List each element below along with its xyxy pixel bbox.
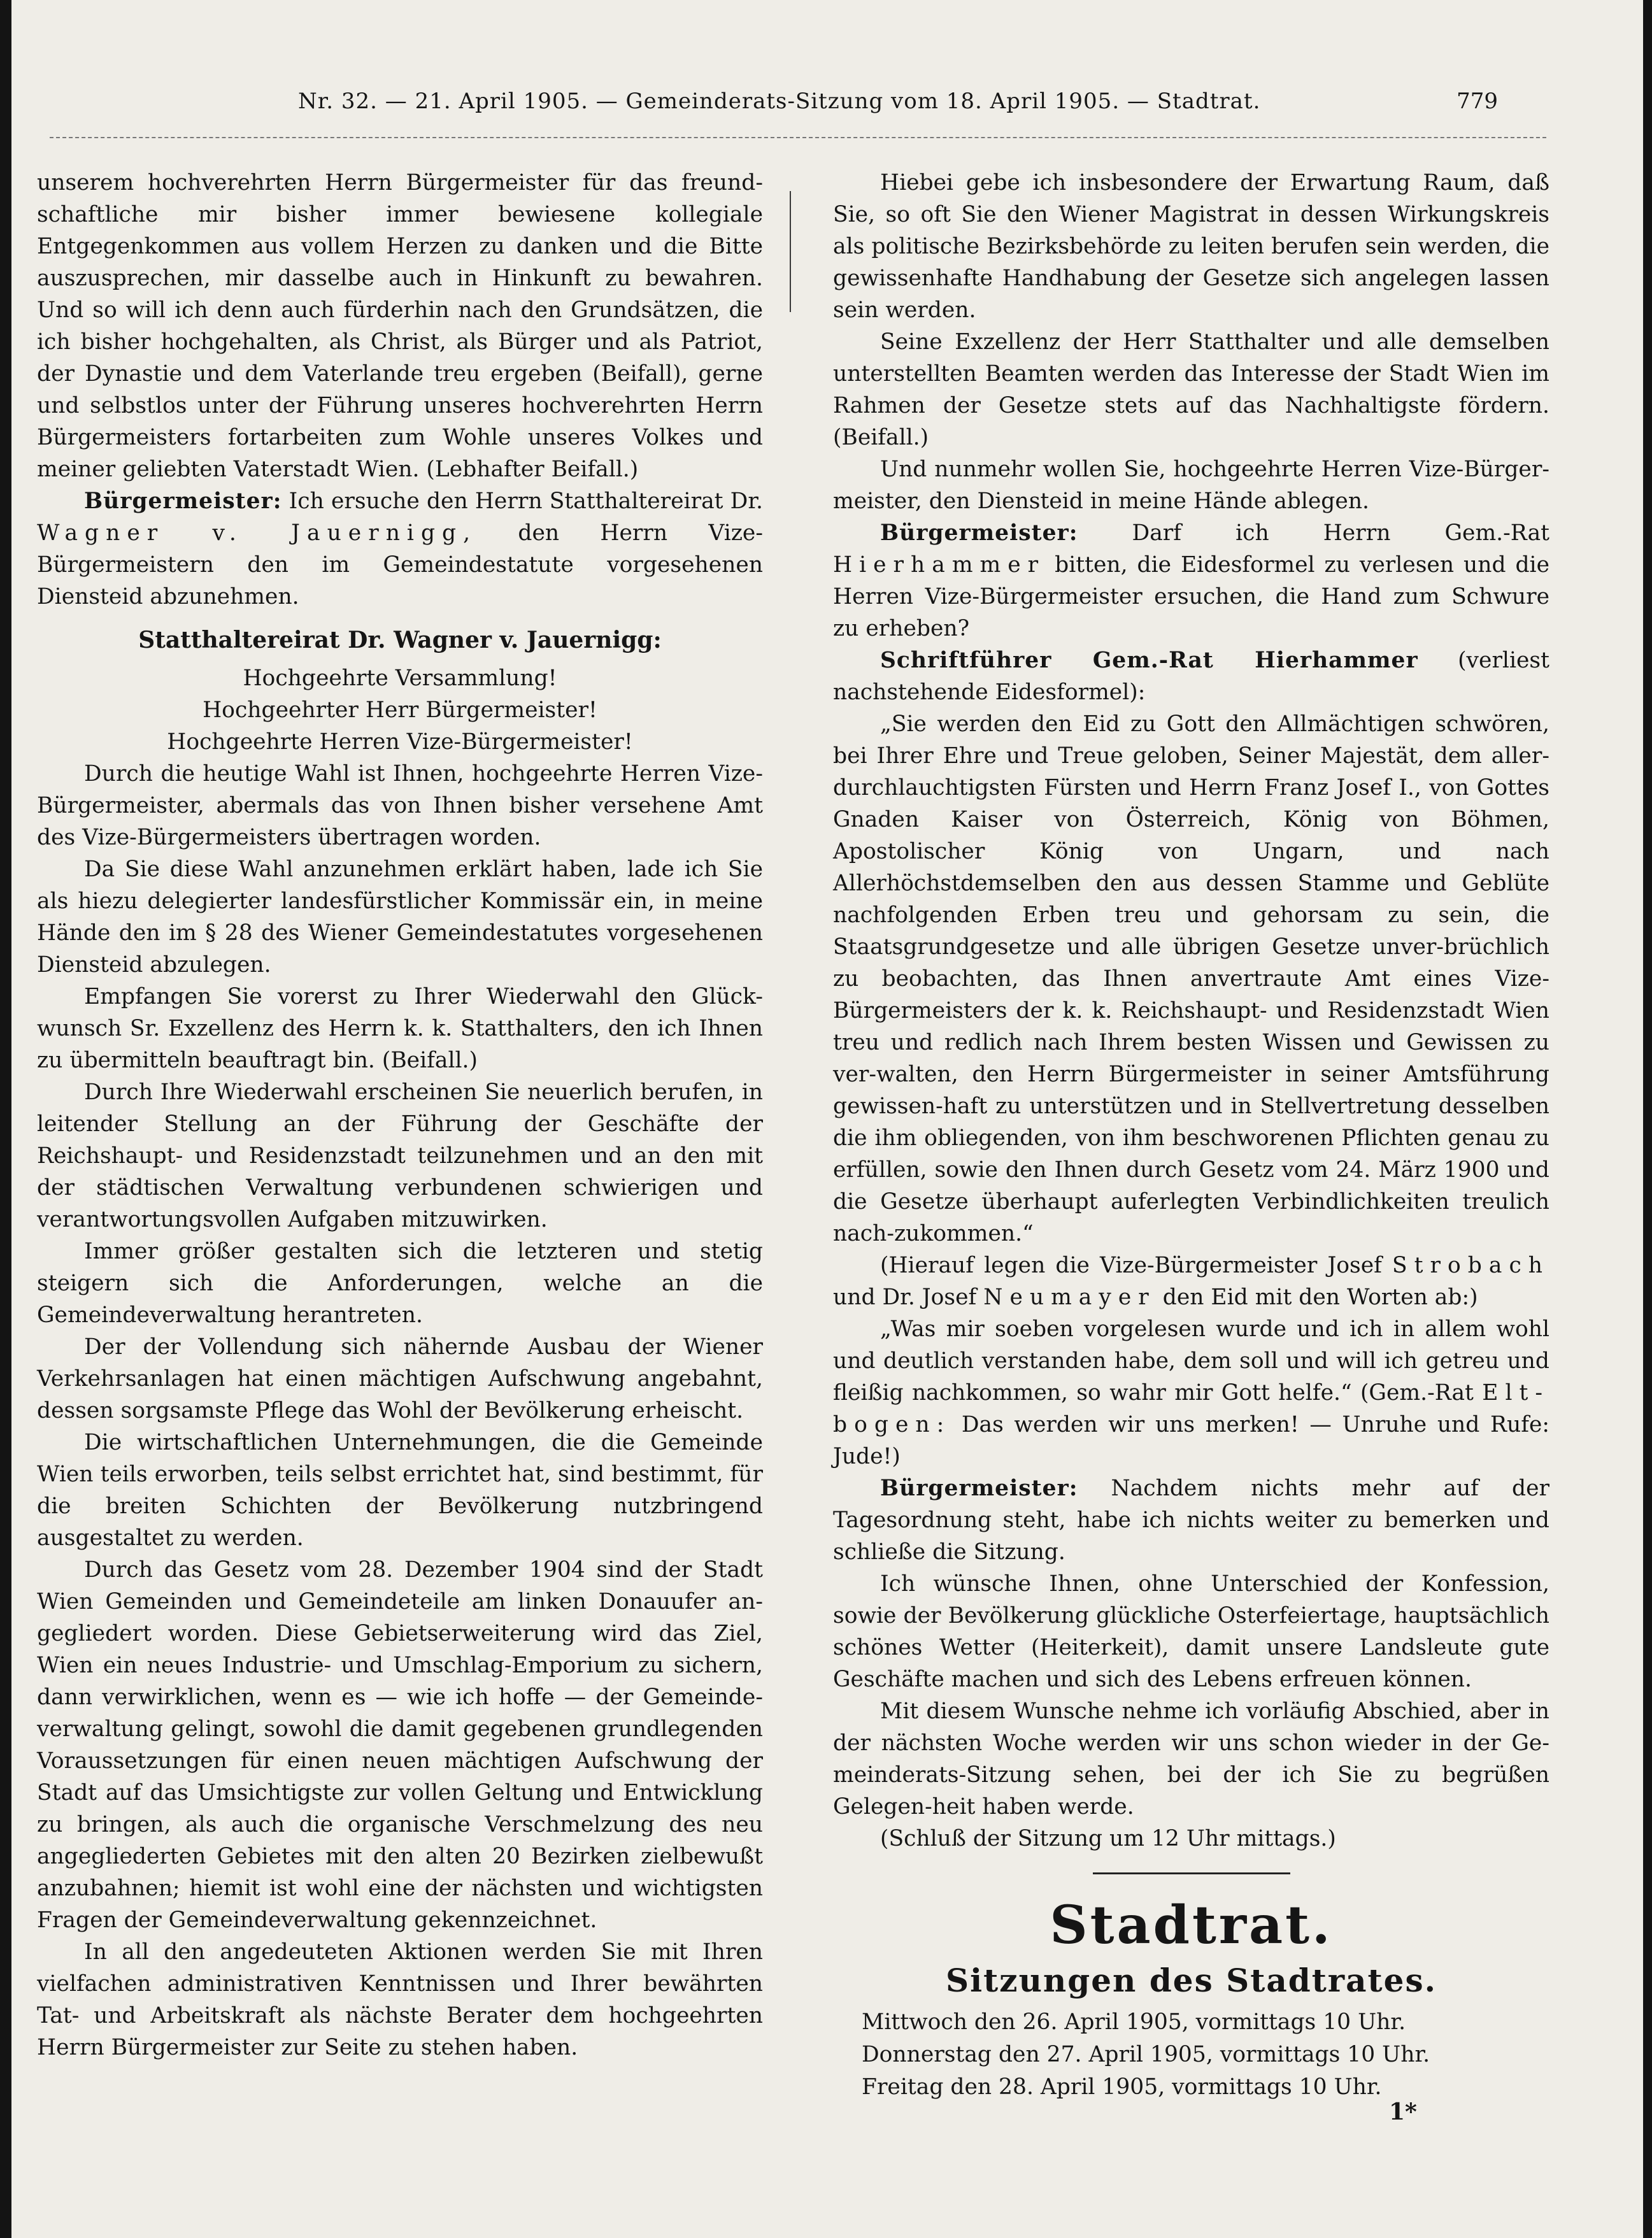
paragraph-text: Ich ersuche den Herrn Statthaltereirat Dr.	[288, 488, 763, 514]
paragraph: In all den angedeuteten Aktionen werden Sie mit Ihren vielfachen administrativen Kenntnissen und Ihrer bewährten Tat- und Arbeitskraft als nächste Berater dem hochgeehrten Herrn Bürgermeister zur Seite zu stehen haben.	[37, 1939, 763, 2060]
paragraph	[833, 645, 1549, 708]
paragraph: Ich wünsche Ihnen, ohne Unterschied der Konfession, sowie der Bevölkerung glückliche Osterfeiertage, hauptsächlich schönes Wetter (Heiterkeit), damit unsere Landsleute gute Geschäfte machen und sich des Lebens erfreuen können.	[833, 1571, 1549, 1692]
running-header	[266, 86, 1498, 124]
speaker-label: Schriftführer Gem.-Rat Hierhammer	[880, 648, 1418, 673]
paragraph: (Schluß der Sitzung um 12 Uhr mittags.)	[880, 1826, 1336, 1851]
paragraph-text: und Dr. Josef	[833, 1285, 977, 1310]
speaker-label: Bürgermeister:	[880, 520, 1078, 546]
paragraph	[833, 517, 1549, 645]
paragraph: Hiebei gebe ich insbesondere der Erwartung Raum, daß Sie, so oft Sie den Wiener Magistrat in dessen Wirkungskreis als politische Bezirksbehörde zu leiten berufen sein werden, die gewissenhafte Handhabung der Gesetze sich angelegen lassen sein werden.	[833, 170, 1549, 323]
paragraph-text: Nachdem nichts mehr auf der Tagesordnung steht, habe ich nichts weiter zu bemerken und schließe die Sitzung.	[833, 1476, 1550, 1565]
paragraph-text: (verliest nachstehende Eidesformel):	[833, 648, 1549, 705]
paragraph: Durch Ihre Wiederwahl erscheinen Sie neuerlich berufen, in leitender Stellung an der Führung der Geschäfte der Reichshaupt- und Residenzstadt teilzunehmen und an den mit der städtischen Verwaltung verbundenen schwierigen und verantwortungsvollen Aufgaben mitzuwirken.	[37, 1080, 763, 1232]
speaker-name: Wagner v. Jauernigg,	[37, 520, 478, 546]
person-name: Strobach	[1392, 1253, 1550, 1278]
paragraph	[833, 1250, 1549, 1313]
paragraph	[833, 1472, 1549, 1568]
paragraph: Durch die heutige Wahl ist Ihnen, hochgeehrte Herren Vize-Bürgermeister, abermals das von Ihnen bisher versehene Amt des Vize-Bürgermeisters übertragen worden.	[37, 761, 763, 850]
salutation: Hochgeehrter Herr Bürgermeister!	[203, 697, 597, 723]
sheet-signature: 1*	[1389, 2099, 1417, 2125]
session-item: Donnerstag den 27. April 1905, vormittags 10 Uhr.	[862, 2042, 1430, 2067]
session-item: Mittwoch den 26. April 1905, vormittags 10 Uhr.	[862, 2009, 1406, 2035]
column-divider	[790, 191, 791, 312]
section-separator	[1093, 1872, 1290, 1874]
paragraph	[833, 1313, 1549, 1472]
right-column	[833, 167, 1549, 1855]
paragraph-text: bitten, die Eidesformel zu verlesen und die Herren Vize-Bürgermeister ersuchen, die Hand zum Schwure zu erheben?	[833, 552, 1550, 641]
scan-border-right	[1643, 0, 1652, 2238]
salutation: Hochgeehrte Versammlung!	[243, 666, 557, 691]
salutation: Hochgeehrte Herren Vize-Bürgermeister!	[167, 729, 633, 755]
session-item: Freitag den 28. April 1905, vormittags 10 Uhr.	[862, 2074, 1382, 2100]
paragraph-text: Darf ich Herrn Gem.-Rat	[1132, 520, 1550, 546]
paragraph-text: den Eid mit den Worten ab:)	[1162, 1285, 1478, 1310]
paragraph: Und nunmehr wollen Sie, hochgeehrte Herren Vize-Bürger-meister, den Diensteid in meine Hände ablegen.	[833, 457, 1549, 514]
paragraph: Immer größer gestalten sich die letzteren und stetig steigern sich die Anforderungen, welche an die Gemeindeverwaltung herantreten.	[37, 1239, 763, 1328]
paragraph: Empfangen Sie vorerst zu Ihrer Wiederwahl den Glück-wunsch Sr. Exzellenz des Herrn k. k. Statthalters, den ich Ihnen zu übermitteln beauftragt bin. (Beifall.)	[37, 984, 763, 1073]
paragraph-text: den Herrn Vize-Bürgermeistern den im Gemeindestatute vorgesehenen Diensteid abzunehmen.	[37, 520, 763, 609]
person-name: Neumayer	[983, 1285, 1156, 1310]
speaker-name: Hierhammer	[833, 552, 1046, 578]
paragraph-text: (Hierauf legen die Vize-Bürgermeister Josef	[880, 1253, 1382, 1278]
header-line: Nr. 32. — 21. April 1905. — Gemeinderats-Sitzung vom 18. April 1905. — Stadtrat.	[298, 89, 1261, 114]
paragraph-text: „Was mir soeben vorgelesen wurde und ich in allem wohl und deutlich verstanden habe, dem soll und will ich getreu und fleißig nachkommen, so wahr mir Gott helfe.“ (Gem.-Rat	[833, 1316, 1549, 1406]
scan-border-left	[0, 0, 11, 2238]
speaker-heading: Statthaltereirat Dr. Wagner v. Jauernigg:	[138, 627, 662, 653]
paragraph	[37, 485, 763, 613]
paragraph: Durch das Gesetz vom 28. Dezember 1904 sind der Stadt Wien Gemeinden und Gemeindeteile am linken Donauufer an-gegliedert worden. Diese Gebietserweiterung wird das Ziel, Wien ein neues Industrie- und Umschlag-Emporium zu sichern, dann verwirklichen, wenn es — wie ich hoffe — der Gemeinde-verwaltung gelingt, sowohl die damit gegebenen grundlegenden Voraussetzungen für einen neuen mächtigen Aufschwung der Stadt auf das Umsichtigste zur vollen Geltung und Entwicklung zu bringen, als auch die organische Verschmelzung des neu angegliederten Gebietes mit den alten 20 Bezirken zielbewußt anzubahnen; hiemit ist wohl eine der nächsten und wichtigsten Fragen der Gemeindeverwaltung gekennzeichnet.	[37, 1557, 763, 1933]
paragraph: Da Sie diese Wahl anzunehmen erklärt haben, lade ich Sie als hiezu delegierter landesfürstlicher Kommissär ein, in meine Hände den im § 28 des Wiener Gemeindestatutes vorgesehenen Diensteid abzulegen.	[37, 857, 763, 978]
oath-text: „Sie werden den Eid zu Gott den Allmächtigen schwören, bei Ihrer Ehre und Treue geloben, Seiner Majestät, dem aller-durchlauchtigsten Fürsten und Herrn Franz Josef I., von Gottes Gnaden Kaiser von Österreich, König von Böhmen, Apostolischer König von Ungarn, und nach Allerhöchstdemselben den aus dessen Stamme und Geblüte nachfolgenden Erben treu und gehorsam zu sein, die Staatsgrundgesetze und alle übrigen Gesetze unver-brüchlich zu beobachten, das Ihnen anvertraute Amt eines Vize-Bürgermeisters der k. k. Reichshaupt- und Residenzstadt Wien treu und redlich nach Ihrem besten Wissen und Gewissen zu ver-walten, den Herrn Bürgermeister in seiner Amtsführung gewissen-haft zu unterstützen und in Stellvertretung desselben die ihm obliegenden, von ihm beschworenen Pflichten genau zu erfüllen, sowie den Ihnen durch Gesetz vom 24. März 1900 und die Gesetze überhaupt auferlegten Verbindlichkeiten treulich nach-zukommen.“	[833, 711, 1549, 1246]
paragraph: Seine Exzellenz der Herr Statthalter und alle demselben unterstellten Beamten werden das Interesse der Stadt Wien im Rahmen der Gesetze stets auf das Nachhaltigste fördern. (Beifall.)	[833, 329, 1549, 450]
speaker-label: Bürgermeister:	[84, 488, 282, 514]
paragraph: Die wirtschaftlichen Unternehmungen, die die Gemeinde Wien teils erworben, teils selbst errichtet hat, sind bestimmt, für die breiten Schichten der Bevölkerung nutzbringend ausgestaltet zu werden.	[37, 1430, 763, 1551]
session-list	[862, 2006, 1549, 2104]
page-number: 779	[1456, 89, 1498, 114]
newspaper-page	[11, 0, 1643, 2238]
paragraph: unserem hochverehrten Herrn Bürgermeister für das freund-schaftliche mir bisher immer bewiesene kollegiale Entgegenkommen aus vollem Herzen zu danken und die Bitte auszusprechen, mir dasselbe auch in Hinkunft zu bewahren. Und so will ich denn auch fürderhin nach den Grundsätzen, die ich bisher hochgehalten, als Christ, als Bürger und als Patriot, der Dynastie und dem Vaterlande treu ergeben (Beifall), gerne und selbstlos unter der Führung unseres hochverehrten Herrn Bürgermeisters fortarbeiten zum Wohle unseres Volkes und meiner geliebten Vaterstadt Wien. (Lebhafter Beifall.)	[37, 170, 763, 482]
left-column	[37, 167, 763, 2063]
person-name: Elt-bogen:	[833, 1380, 1550, 1437]
paragraph-text: Das werden wir uns merken! — Unruhe und Rufe: Jude!)	[833, 1412, 1550, 1469]
paragraph: Mit diesem Wunsche nehme ich vorläufig Abschied, aber in der nächsten Woche werden wir uns schon wieder in der Ge-meinderats-Sitzung sehen, bei der ich Sie zu begrüßen Gelegen-heit haben werde.	[833, 1699, 1549, 1820]
header-rule	[50, 137, 1546, 142]
section-subtitle: Sitzungen des Stadtrates.	[945, 1962, 1437, 1999]
paragraph: Der der Vollendung sich nähernde Ausbau der Wiener Verkehrsanlagen hat einen mächtigen Aufschwung angebahnt, dessen sorgsamste Pflege das Wohl der Bevölkerung erheischt.	[37, 1334, 763, 1423]
section-title: Stadtrat.	[1050, 1895, 1333, 1956]
speaker-label: Bürgermeister:	[880, 1476, 1078, 1501]
